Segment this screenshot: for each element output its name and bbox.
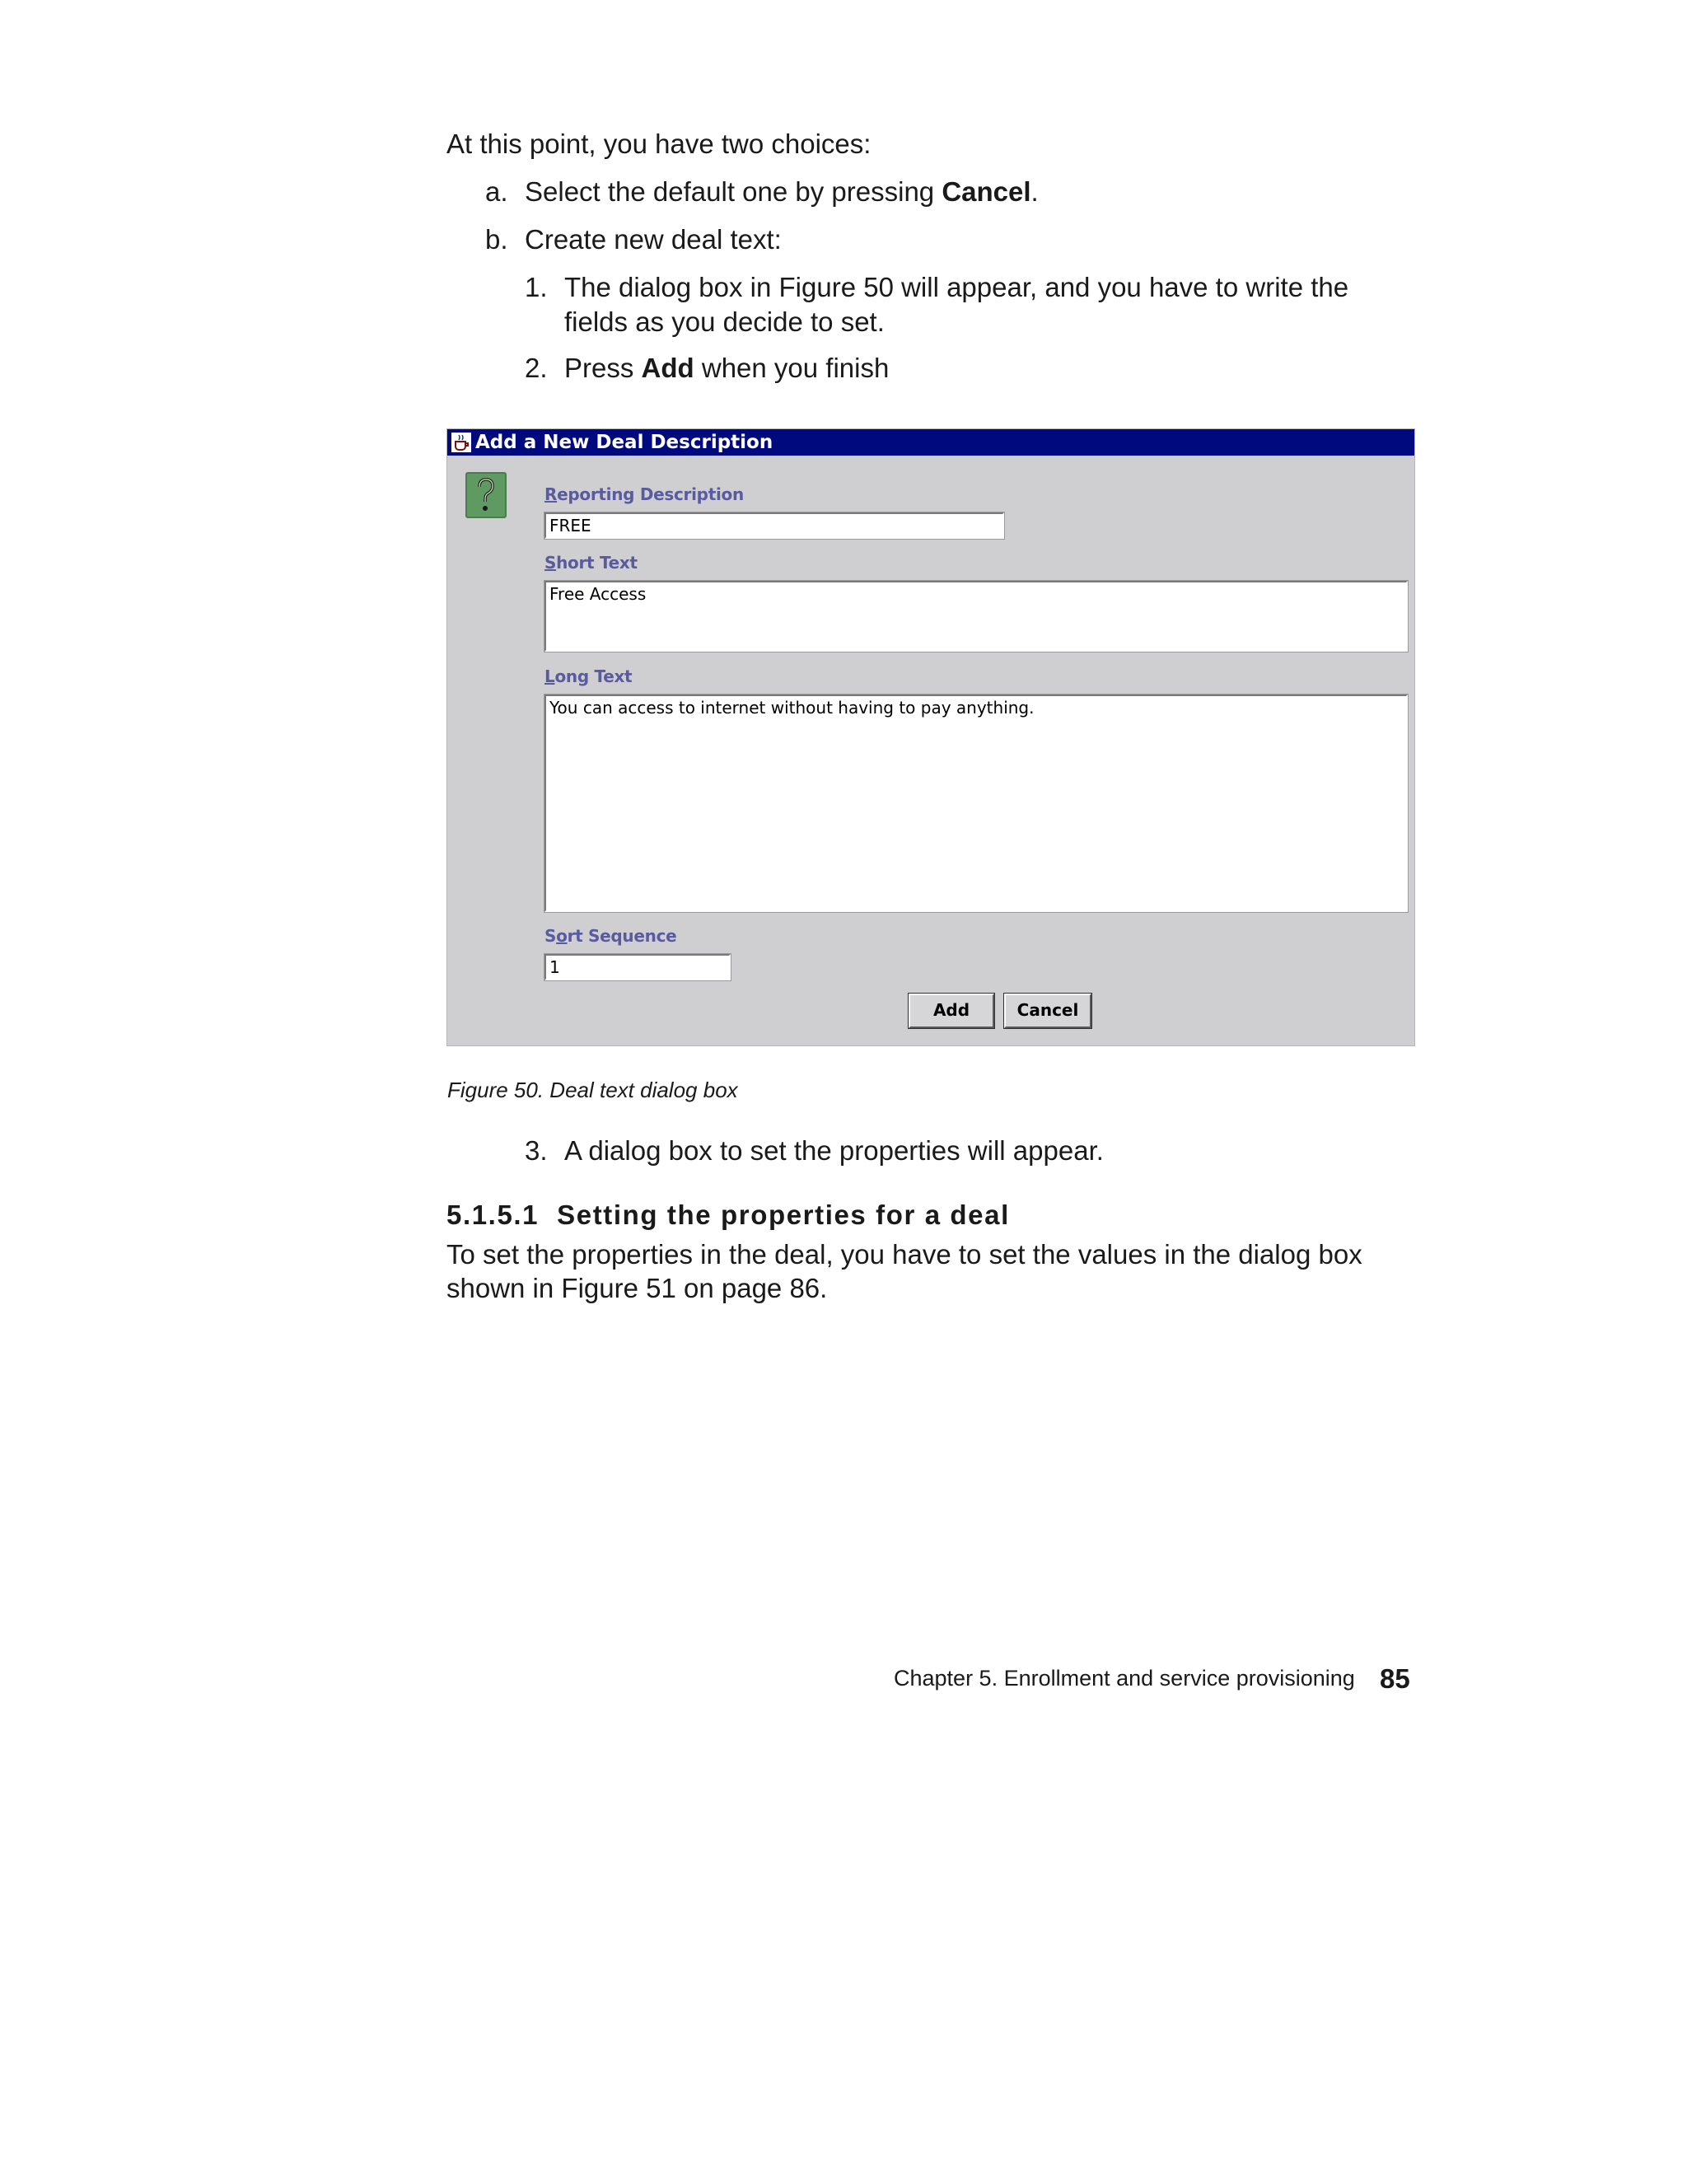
- section-paragraph-line2: shown in Figure 51 on page 86.: [446, 1273, 828, 1303]
- short-text-label: Short Text: [544, 553, 638, 573]
- intro-text: At this point, you have two choices:: [446, 129, 872, 159]
- figure-caption: Figure 50. Deal text dialog box: [447, 1078, 738, 1102]
- choice-a-text: Select the default one by pressing: [525, 176, 942, 207]
- step-3-text: A dialog box to set the properties will appear.: [564, 1135, 1104, 1166]
- choice-a: [485, 175, 1039, 209]
- step-2-text: Press: [564, 353, 642, 383]
- dialog-title: Add a New Deal Description: [475, 432, 773, 453]
- section-heading: [446, 1200, 1010, 1231]
- sort-sequence-label: Sort Sequence: [544, 926, 677, 946]
- java-cup-icon: [451, 432, 472, 453]
- reporting-description-input[interactable]: FREE: [544, 512, 1004, 539]
- step-2-bold: Add: [641, 353, 694, 383]
- long-text-input[interactable]: You can access to internet without having to pay anything.: [544, 694, 1408, 912]
- choice-b-text: Create new deal text:: [525, 224, 782, 255]
- step-2-end: when you finish: [694, 353, 890, 383]
- step-1-num: 1.: [525, 272, 548, 302]
- footer-page-number: 85: [1380, 1663, 1410, 1694]
- help-question-icon[interactable]: [465, 472, 507, 518]
- deal-dialog: [446, 428, 1415, 1046]
- step-2-num: 2.: [525, 353, 548, 383]
- reporting-description-label: Reporting Description: [544, 484, 744, 504]
- sort-sequence-input[interactable]: 1: [544, 954, 731, 980]
- step-2: [525, 351, 889, 386]
- section-paragraph-line1: To set the properties in the deal, you have to set the values in the dialog box: [446, 1239, 1362, 1270]
- step-1: [525, 270, 1348, 305]
- choice-a-bold: Cancel: [942, 176, 1031, 207]
- choice-b-label: b.: [485, 224, 508, 255]
- choice-a-label: a.: [485, 176, 508, 207]
- long-text-label: Long Text: [544, 666, 633, 686]
- choice-a-end: .: [1030, 176, 1039, 207]
- cancel-button[interactable]: Cancel: [1004, 994, 1091, 1028]
- footer-chapter: Chapter 5. Enrollment and service provisioning: [894, 1666, 1355, 1691]
- short-text-input[interactable]: Free Access: [544, 581, 1408, 652]
- dialog-titlebar[interactable]: [447, 429, 1414, 456]
- step-1-line2: fields as you decide to set.: [564, 306, 885, 337]
- add-button[interactable]: Add: [909, 994, 994, 1028]
- choice-b: [485, 222, 782, 257]
- section-title: Setting the properties for a deal: [557, 1200, 1010, 1230]
- section-number: 5.1.5.1: [446, 1200, 540, 1230]
- step-3-num: 3.: [525, 1135, 548, 1166]
- step-1-line1: The dialog box in Figure 50 will appear, and you have to write the: [564, 272, 1349, 302]
- step-3: [525, 1134, 1104, 1168]
